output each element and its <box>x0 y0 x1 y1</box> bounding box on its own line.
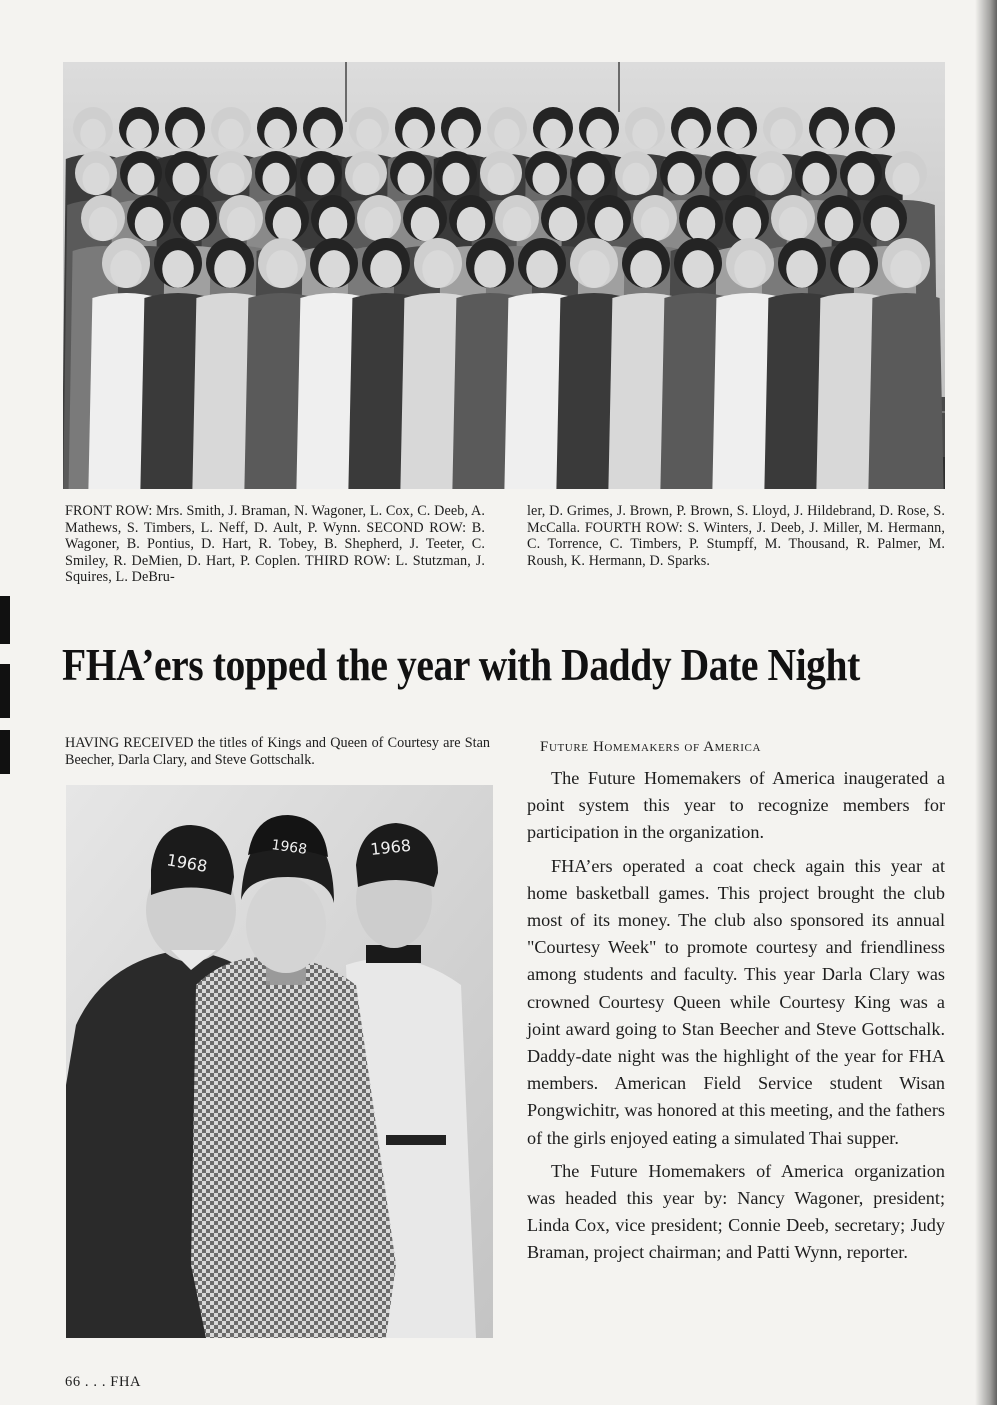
group-member-face <box>623 163 650 195</box>
group-member-face <box>630 250 662 288</box>
group-member-face <box>402 119 428 150</box>
group-member-face <box>319 207 348 241</box>
group-member-face <box>308 163 335 195</box>
group-member-face <box>411 207 440 241</box>
group-member-face <box>494 119 520 150</box>
group-member-face <box>770 119 796 150</box>
group-member-face <box>365 207 394 241</box>
group-member-face <box>825 207 854 241</box>
article-heading: Future Homemakers of America <box>540 739 762 755</box>
page-folio: 66 . . . FHA <box>65 1374 142 1390</box>
group-member-face <box>128 163 155 195</box>
group-member-face <box>89 207 118 241</box>
group-member-face <box>181 207 210 241</box>
group-member-face <box>218 163 245 195</box>
group-member-face <box>578 163 605 195</box>
group-member-face <box>848 163 875 195</box>
group-member-face <box>816 119 842 150</box>
group-member-face <box>448 119 474 150</box>
group-member-face <box>126 119 152 150</box>
group-caption-right: ler, D. Grimes, J. Brown, P. Brown, S. Lloyd, J. Hildebrand, D. Rose, S. McCalla. FOURTH ROW: S. Winters, J. Deeb, J. Miller, M. Hermann, C. Torrence, C. Timbers, P. Stumpff, M. Thousand, R. Palmer, M. Roush, K. Hermann, D. Sparks. <box>527 503 945 569</box>
group-member-face <box>724 119 750 150</box>
page-edge-shadow <box>975 0 997 1405</box>
group-member-face <box>779 207 808 241</box>
group-member-face <box>733 207 762 241</box>
group-member-face <box>758 163 785 195</box>
group-member-face <box>457 207 486 241</box>
article-paragraph: The Future Homemakers of America inaugerated a point system this year to recognize members for participation in the organization. <box>527 768 945 843</box>
group-member-face <box>786 250 818 288</box>
group-member-face <box>632 119 658 150</box>
group-member-face <box>227 207 256 241</box>
binding-mark <box>0 730 10 774</box>
group-member-face <box>135 207 164 241</box>
group-member-face <box>214 250 246 288</box>
group-member-face <box>549 207 578 241</box>
hat-label: 1968 <box>369 835 412 859</box>
group-member-face <box>641 207 670 241</box>
group-member-face <box>264 119 290 150</box>
group-member-face <box>668 163 695 195</box>
group-member-face <box>893 163 920 195</box>
group-member-face <box>218 119 244 150</box>
group-member-face <box>838 250 870 288</box>
group-member-face <box>682 250 714 288</box>
group-photo <box>63 62 945 489</box>
group-member-face <box>803 163 830 195</box>
group-member-face <box>586 119 612 150</box>
binding-mark <box>0 664 10 718</box>
group-member-face <box>540 119 566 150</box>
group-member-face <box>318 250 350 288</box>
group-member-face <box>443 163 470 195</box>
group-member-face <box>422 250 454 288</box>
group-member-face <box>890 250 922 288</box>
group-member-face <box>110 250 142 288</box>
group-member-face <box>871 207 900 241</box>
hat-label: 1968 <box>270 837 308 858</box>
group-member-face <box>533 163 560 195</box>
group-member-face <box>578 250 610 288</box>
group-member-face <box>353 163 380 195</box>
article-paragraph: FHA’ers operated a coat check again this year at home basketball games. This project brought the club most of its money. The club also sponsored its annual "Courtesy Week" to promote courtesy and friendliness among students and faculty. This year Darla Clary was crowned Courtesy Queen while Courtesy King was a joint award going to Stan Beecher and Steve Gottschalk. Daddy-date night was the highlight of the year for FHA members. American Field Service student Wisan Pongwichitr, was honored at this meeting, and the fathers of the girls enjoyed eating a simulated Thai supper. <box>527 855 945 1148</box>
group-member-face <box>162 250 194 288</box>
hat-label: 1968 <box>165 850 209 877</box>
group-member-face <box>266 250 298 288</box>
group-member-face <box>83 163 110 195</box>
group-member-body <box>868 293 943 489</box>
group-member-face <box>687 207 716 241</box>
group-member-face <box>526 250 558 288</box>
group-member-face <box>503 207 532 241</box>
group-member-face <box>173 163 200 195</box>
group-member-face <box>172 119 198 150</box>
binding-mark <box>0 596 10 644</box>
group-member-face <box>310 119 336 150</box>
group-member-face <box>80 119 106 150</box>
group-member-face <box>713 163 740 195</box>
group-member-face <box>678 119 704 150</box>
group-member-face <box>862 119 888 150</box>
headline: FHA’ers topped the year with Daddy Date Night <box>62 639 860 690</box>
group-member-face <box>356 119 382 150</box>
courtesy-photo <box>66 785 493 1338</box>
group-member-face <box>398 163 425 195</box>
group-member-face <box>734 250 766 288</box>
group-caption-left: FRONT ROW: Mrs. Smith, J. Braman, N. Wagoner, L. Cox, C. Deeb, A. Mathews, S. Timbers, L. Neff, D. Ault, P. Wynn. SECOND ROW: B. Wagoner, B. Pontius, D. Hart, R. Tobey, B. Shepherd, J. Teeter, C. Smiley, R. DeMien, D. Hart, P. Coplen. THIRD ROW: L. Stutzman, J. Squires, L. DeBru- <box>65 503 485 585</box>
group-member-face <box>488 163 515 195</box>
group-member-face <box>273 207 302 241</box>
article-body <box>527 765 945 1267</box>
photo-caption: HAVING RECEIVED the titles of Kings and Queen of Courtesy are Stan Beecher, Darla Clary, and Steve Gottschalk. <box>65 735 490 768</box>
article-paragraph: The Future Homemakers of America organization was headed this year by: Nancy Wagoner, president; Linda Cox, vice president; Connie Deeb, secretary; Judy Braman, project chairman; and Patti Wynn, reporter. <box>527 1160 945 1263</box>
group-member-face <box>595 207 624 241</box>
group-member-face <box>370 250 402 288</box>
group-member-face <box>474 250 506 288</box>
group-member-face <box>263 163 290 195</box>
